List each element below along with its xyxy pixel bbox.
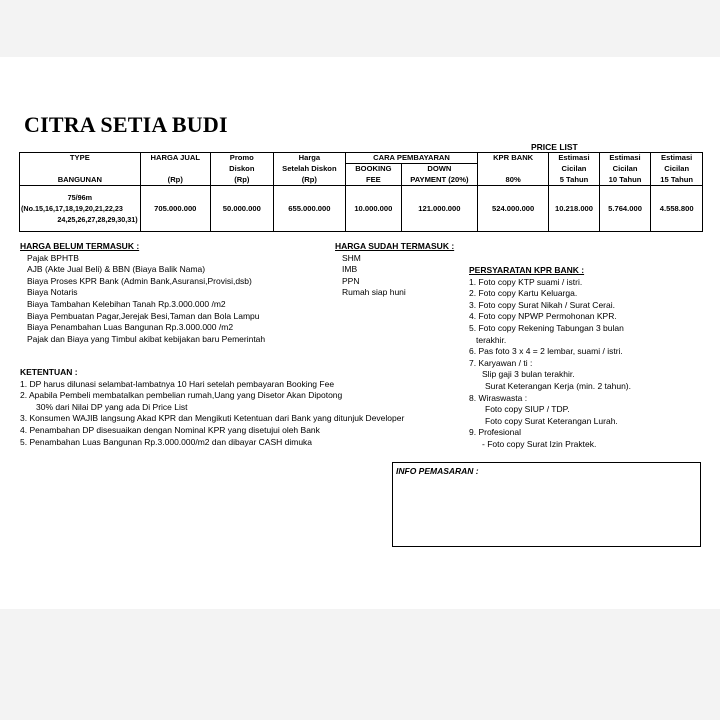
list-item: Biaya Notaris bbox=[27, 287, 78, 298]
cell-type-size: 75/96m bbox=[67, 193, 93, 202]
list-item: 7. Karyawan / ti : bbox=[469, 357, 533, 368]
list-item: IMB bbox=[342, 264, 358, 275]
header-estimasi-5: Estimasi bbox=[549, 153, 600, 164]
list-item: Biaya Tambahan Kelebihan Tanah Rp.3.000.000 /m2 bbox=[27, 298, 226, 309]
header-estimasi-15: Estimasi bbox=[651, 153, 703, 164]
list-item: Pajak dan Biaya yang Timbul akibat kebijakan baru Pemerintah bbox=[27, 333, 266, 344]
list-item: Biaya Proses KPR Bank (Admin Bank,Asuransi,Provisi,dsb) bbox=[27, 275, 252, 286]
cell-booking-fee: 10.000.000 bbox=[345, 186, 401, 232]
cell-promo: 50.000.000 bbox=[210, 186, 273, 232]
list-item: 1. DP harus dilunasi selambat-lambatnya 10 Hari setelah pembayaran Booking Fee bbox=[20, 378, 335, 389]
list-item: 2. Foto copy Kartu Keluarga. bbox=[469, 288, 578, 299]
cell-cicilan-10: 5.764.000 bbox=[599, 186, 651, 232]
header-rp-2: (Rp) bbox=[210, 175, 273, 186]
info-pemasaran-box bbox=[392, 462, 701, 547]
header-rp-1: (Rp) bbox=[140, 175, 210, 186]
list-item: Surat Keterangan Kerja (min. 2 tahun). bbox=[485, 380, 631, 391]
price-list-label: PRICE LIST bbox=[531, 142, 578, 152]
list-item: 1. Foto copy KTP suami / istri. bbox=[469, 276, 583, 287]
header-15-tahun: 15 Tahun bbox=[651, 175, 703, 186]
list-item: terakhir. bbox=[476, 334, 507, 345]
list-item: 6. Pas foto 3 x 4 = 2 lembar, suami / istri. bbox=[469, 346, 623, 357]
header-5-tahun: 5 Tahun bbox=[549, 175, 600, 186]
harga-belum-heading: HARGA BELUM TERMASUK : bbox=[20, 241, 140, 251]
persyaratan-heading: PERSYARATAN KPR BANK : bbox=[469, 265, 585, 275]
header-rp-3: (Rp) bbox=[273, 175, 345, 186]
section-persyaratan bbox=[469, 265, 631, 451]
header-80pct: 80% bbox=[478, 175, 549, 186]
header-cara-pembayaran: CARA PEMBAYARAN bbox=[345, 153, 477, 164]
header-kpr-bank: KPR BANK bbox=[478, 153, 549, 164]
cell-cicilan-5: 10.218.000 bbox=[549, 186, 600, 232]
header-harga: Harga bbox=[273, 153, 345, 164]
cell-setelah-diskon: 655.000.000 bbox=[273, 186, 345, 232]
list-item: 9. Profesional bbox=[469, 427, 521, 438]
header-booking: BOOKING bbox=[345, 164, 401, 175]
header-bangunan: BANGUNAN bbox=[20, 175, 141, 186]
header-harga-jual: HARGA JUAL bbox=[140, 153, 210, 164]
header-10-tahun: 10 Tahun bbox=[599, 175, 651, 186]
header-fee: FEE bbox=[345, 175, 401, 186]
table-row bbox=[20, 186, 703, 232]
section-ketentuan bbox=[20, 367, 404, 448]
header-cicilan-15: Cicilan bbox=[651, 164, 703, 175]
cell-type bbox=[20, 186, 141, 232]
list-item: 3. Foto copy Surat Nikah / Surat Cerai. bbox=[469, 299, 615, 310]
list-item: 30% dari Nilai DP yang ada Di Price List bbox=[36, 401, 188, 412]
list-item: PPN bbox=[342, 275, 360, 286]
document-sheet bbox=[0, 57, 720, 609]
list-item: 5. Foto copy Rekening Tabungan 3 bulan bbox=[469, 322, 624, 333]
header-estimasi-10: Estimasi bbox=[599, 153, 651, 164]
section-harga-belum bbox=[20, 241, 265, 345]
list-item: Biaya Pembuatan Pagar,Jerejak Besi,Taman dan Bola Lampu bbox=[27, 310, 260, 321]
list-item: 4. Penambahan DP disesuaikan dengan Nominal KPR yang disetujui oleh Bank bbox=[20, 424, 320, 435]
harga-sudah-heading: HARGA SUDAH TERMASUK : bbox=[335, 241, 455, 251]
header-setelah-diskon: Setelah Diskon bbox=[273, 164, 345, 175]
cell-harga-jual: 705.000.000 bbox=[140, 186, 210, 232]
page-title: CITRA SETIA BUDI bbox=[24, 112, 228, 137]
list-item: Foto copy Surat Keterangan Lurah. bbox=[485, 415, 618, 426]
header-down: DOWN bbox=[401, 164, 477, 175]
cell-cicilan-15: 4.558.800 bbox=[651, 186, 703, 232]
list-item: 2. Apabila Pembeli membatalkan pembelian rumah,Uang yang Disetor Akan Dipotong bbox=[20, 390, 343, 401]
list-item: - Foto copy Surat Izin Praktek. bbox=[482, 438, 597, 449]
cell-type-units-1: (No.15,16,17,18,19,20,21,22,23 bbox=[21, 204, 123, 213]
list-item: Pajak BPHTB bbox=[27, 252, 79, 263]
header-down-payment: PAYMENT (20%) bbox=[401, 175, 477, 186]
list-item: Biaya Penambahan Luas Bangunan Rp.3.000.000 /m2 bbox=[27, 322, 234, 333]
list-item: 3. Konsumen WAJIB langsung Akad KPR dan Mengikuti Ketentuan dari Bank yang ditunjuk Developer bbox=[20, 413, 405, 424]
info-pemasaran-label: INFO PEMASARAN : bbox=[396, 466, 479, 476]
price-table bbox=[19, 152, 703, 232]
section-harga-sudah bbox=[335, 241, 454, 299]
header-promo: Promo bbox=[210, 153, 273, 164]
cell-kpr-bank: 524.000.000 bbox=[478, 186, 549, 232]
list-item: Slip gaji 3 bulan terakhir. bbox=[482, 369, 575, 380]
cell-down-payment: 121.000.000 bbox=[401, 186, 477, 232]
list-item: Rumah siap huni bbox=[342, 287, 406, 298]
list-item: 4. Foto copy NPWP Permohonan KPR. bbox=[469, 311, 617, 322]
header-diskon: Diskon bbox=[210, 164, 273, 175]
list-item: 5. Penambahan Luas Bangunan Rp.3.000.000/m2 dan dibayar CASH dimuka bbox=[20, 436, 313, 447]
list-item: SHM bbox=[342, 252, 361, 263]
list-item: 8. Wiraswasta : bbox=[469, 392, 528, 403]
list-item: Foto copy SIUP / TDP. bbox=[485, 404, 570, 415]
header-type: TYPE bbox=[20, 153, 141, 164]
header-cicilan-5: Cicilan bbox=[549, 164, 600, 175]
ketentuan-heading: KETENTUAN : bbox=[20, 367, 78, 377]
list-item: AJB (Akte Jual Beli) & BBN (Biaya Balik Nama) bbox=[27, 264, 206, 275]
header-cicilan-10: Cicilan bbox=[599, 164, 651, 175]
cell-type-units-2: 24,25,26,27,28,29,30,31) bbox=[57, 215, 138, 224]
